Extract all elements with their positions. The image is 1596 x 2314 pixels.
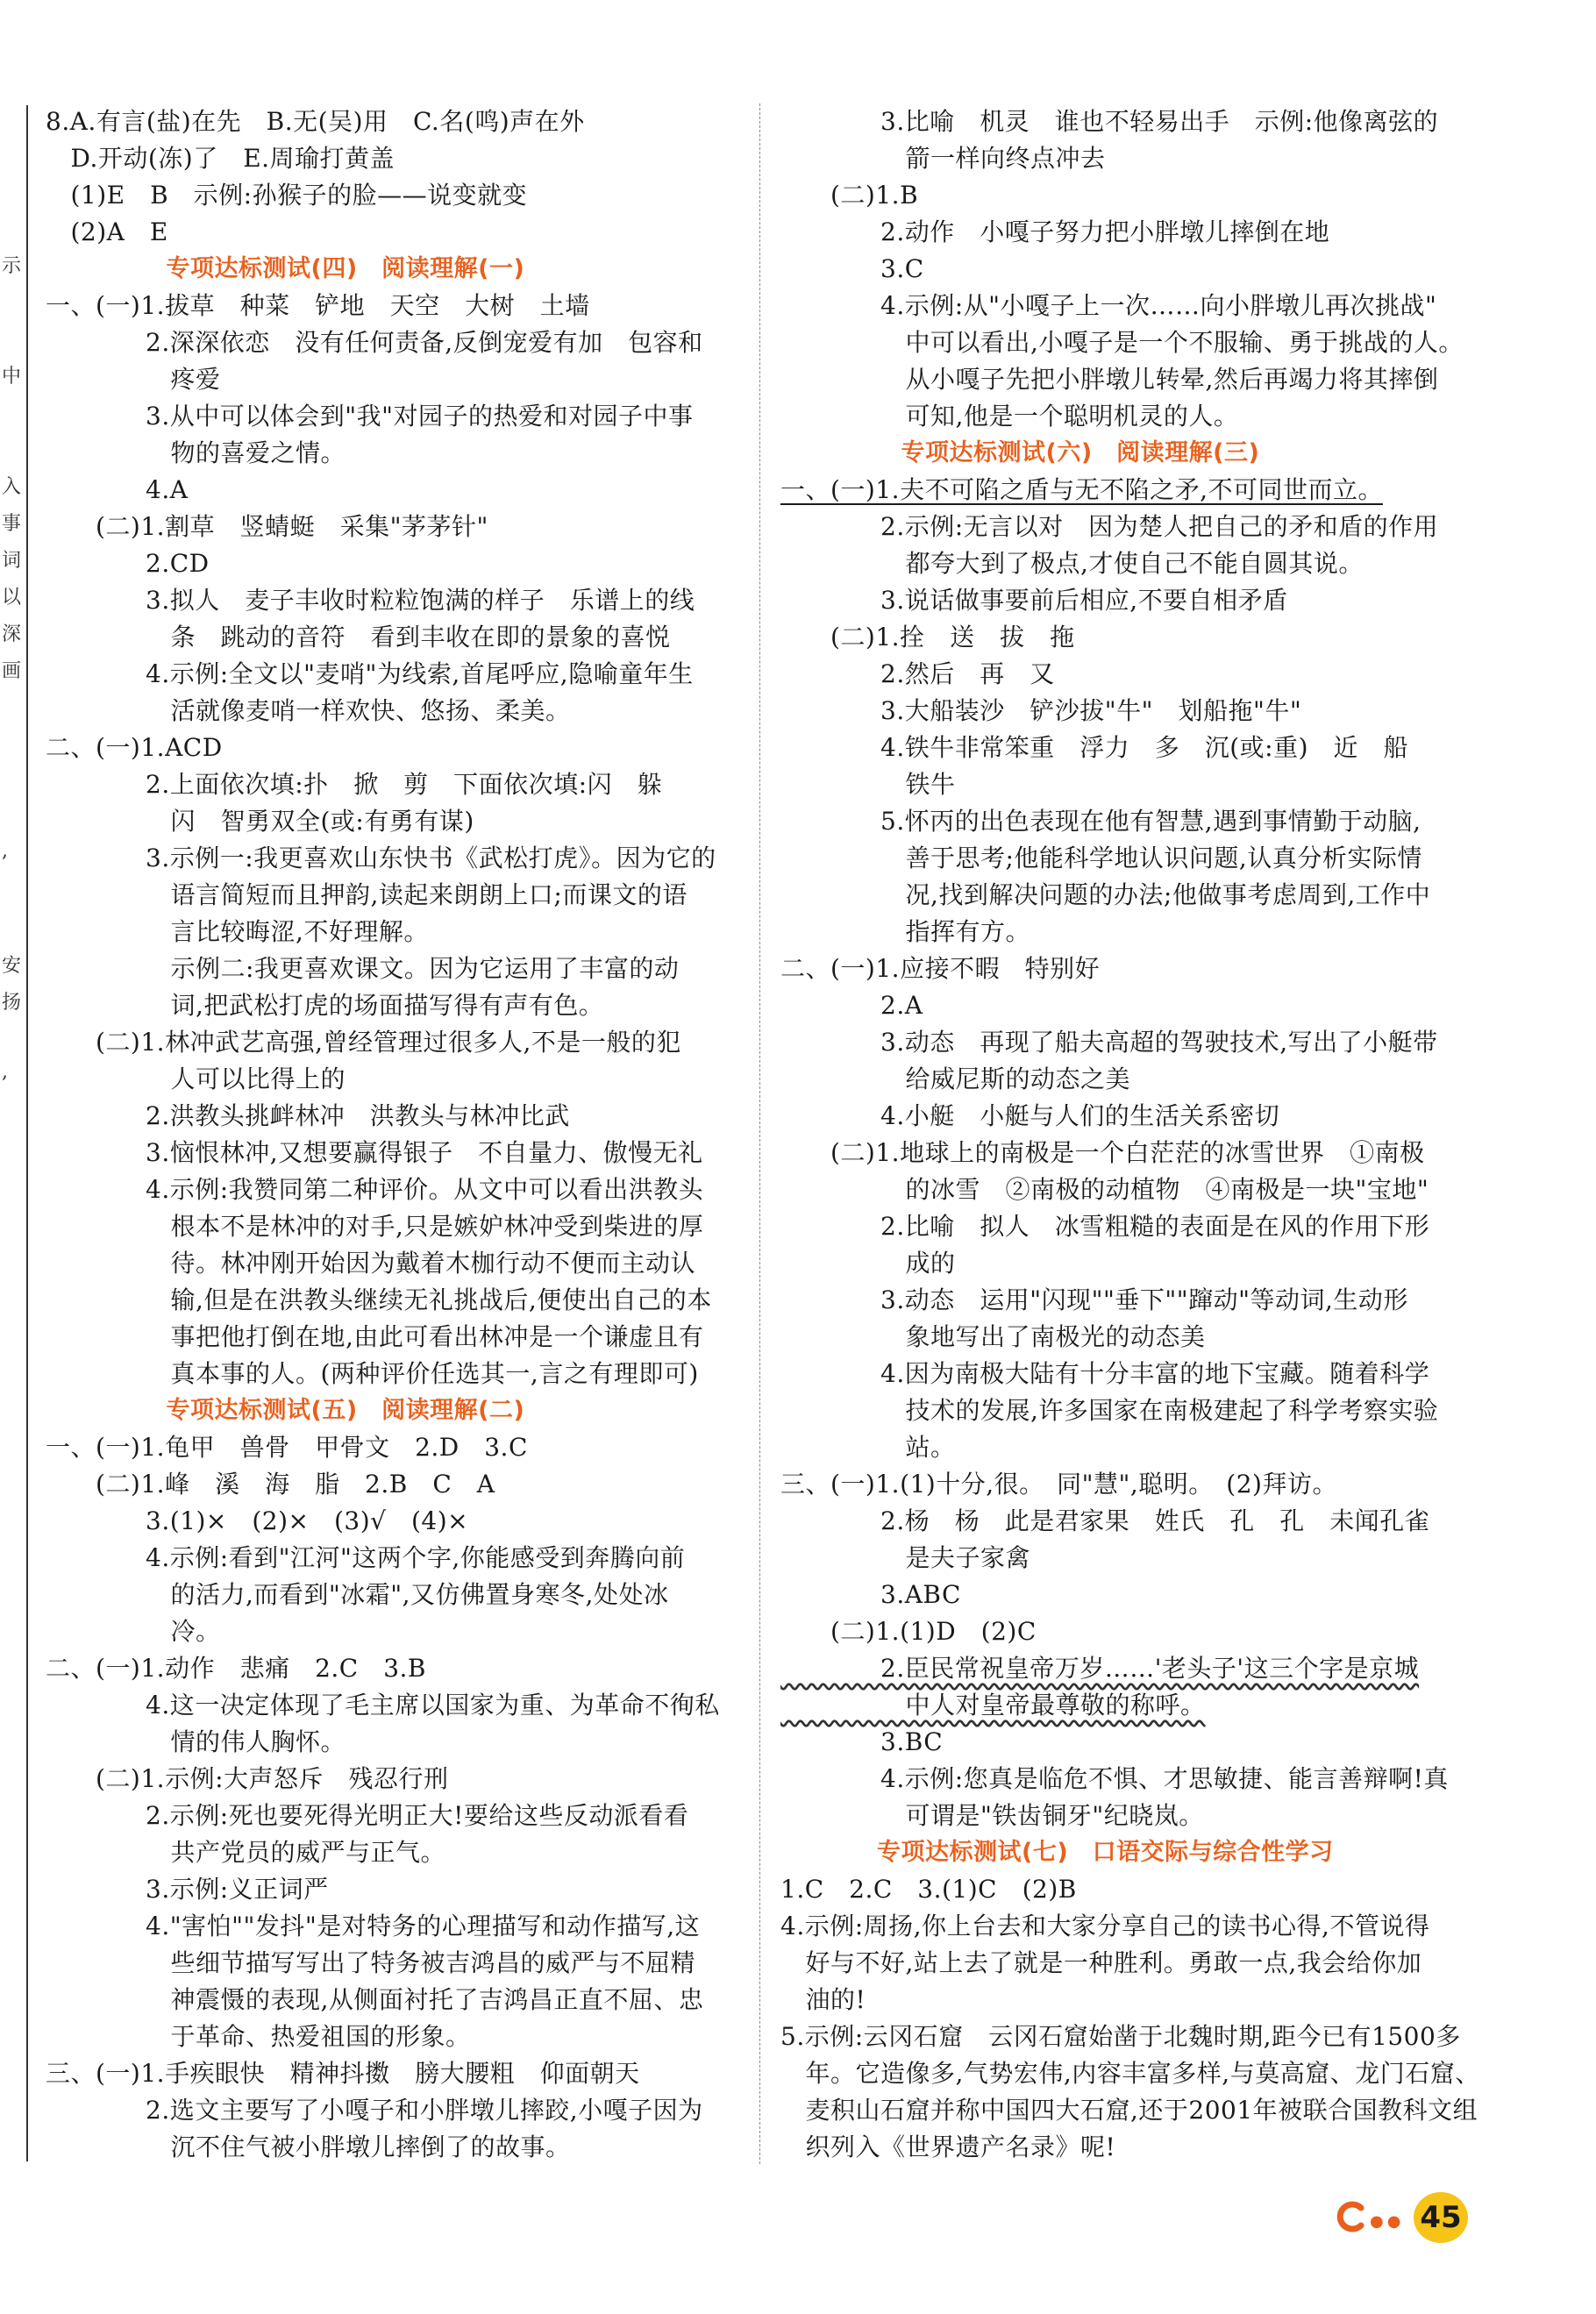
- answer-line: 2.A: [780, 991, 923, 1020]
- answer-line: 4.示例:您真是临危不惧、才思敏捷、能言善辩啊!真: [780, 1764, 1449, 1793]
- answer-line: (二)1.地球上的南极是一个白茫茫的冰雪世界 ①南极: [780, 1138, 1425, 1167]
- answer-line: 4.示例:我赞同第二种评价。从文中可以看出洪教头: [46, 1175, 704, 1204]
- answer-line: 语言简短而且押韵,读起来朗朗上口;而课文的语: [46, 880, 688, 909]
- answer-line: 3.ABC: [780, 1580, 961, 1609]
- answer-line: 4.因为南极大陆有十分丰富的地下宝藏。随着科学: [780, 1359, 1430, 1388]
- answer-line: 3.拟人 麦子丰收时粒粒饱满的样子 乐谱上的线: [46, 586, 695, 615]
- edge-fragment: 扬: [2, 992, 22, 1014]
- edge-fragment: 词: [2, 550, 22, 572]
- answer-line: (二)1.峰 溪 海 脂 2.B C A: [46, 1470, 495, 1499]
- page-number: 45: [1414, 2192, 1468, 2243]
- answer-line: 的活力,而看到"冰霜",又仿佛置身寒冬,处处冰: [46, 1580, 669, 1609]
- answer-line: 一、(一)1.夫不可陷之盾与无不陷之矛,不可同世而立。: [780, 475, 1383, 504]
- answer-line: 词,把武松打虎的场面描写得有声有色。: [46, 991, 604, 1020]
- edge-fragment: 入: [2, 476, 22, 498]
- edge-fragment: ,: [2, 1061, 8, 1083]
- publisher-logo-icon: [1333, 2199, 1368, 2234]
- answer-line: 4.示例:全文以"麦哨"为线索,首尾呼应,隐喻童年生: [46, 659, 694, 688]
- answer-line: 示例二:我更喜欢课文。因为它运用了丰富的动: [46, 954, 680, 983]
- edge-fragment: 示: [2, 255, 22, 277]
- answer-line: (二)1.林冲武艺高强,曾经管理过很多人,不是一般的犯: [46, 1028, 681, 1057]
- answer-line: 指挥有方。: [780, 917, 1031, 946]
- edge-fragment: 安: [2, 955, 22, 977]
- answer-line: 油的!: [780, 1985, 866, 2014]
- answer-line: (二)1.(1)D (2)C: [780, 1617, 1037, 1646]
- answer-line: 2.示例:死也要死得光明正大!要给这些反动派看看: [46, 1801, 689, 1830]
- section-heading: 专项达标测试(六) 阅读理解(三): [780, 439, 1260, 466]
- answer-line: 2.示例:无言以对 因为楚人把自己的矛和盾的作用: [780, 512, 1439, 541]
- answer-line: 一、(一)1.拔草 种菜 铲地 天空 大树 土墙: [46, 291, 590, 320]
- answer-line: 是夫子家禽: [780, 1543, 1031, 1572]
- answer-line: 3.示例:义正词严: [46, 1875, 329, 1904]
- answer-line: 3.从中可以体会到"我"对园子的热爱和对园子中事: [46, 402, 694, 431]
- answer-line: (2)A E: [46, 217, 168, 246]
- answer-line: 4.小艇 小艇与人们的生活关系密切: [780, 1101, 1280, 1130]
- left-column: [46, 103, 747, 2166]
- answer-line: 2.选文主要写了小嘎子和小胖墩儿摔跤,小嘎子因为: [46, 2096, 703, 2125]
- answer-line: 4."害怕""发抖"是对特务的心理描写和动作描写,这: [46, 1912, 701, 1940]
- answer-line: 言比较晦涩,不好理解。: [46, 917, 429, 946]
- answer-line: 3.大船装沙 铲沙拔"牛" 划船拖"牛": [780, 696, 1302, 725]
- answer-line: 待。林冲刚开始因为戴着木枷行动不便而主动认: [46, 1249, 696, 1278]
- column-divider: [759, 103, 760, 2164]
- right-column: [780, 103, 1482, 2166]
- answer-line: 3.动态 再现了船夫高超的驾驶技术,写出了小艇带: [780, 1028, 1438, 1057]
- answer-line: 闪 智勇双全(或:有勇有谋): [46, 807, 474, 836]
- answer-line: 5.怀丙的出色表现在他有智慧,遇到事情勤于动脑,: [780, 807, 1421, 836]
- edge-fragment: 以: [2, 587, 22, 609]
- answer-line: 三、(一)1.手疾眼快 精神抖擞 膀大腰粗 仰面朝天: [46, 2059, 640, 2088]
- answer-line: 3.(1)× (2)× (3)√ (4)×: [46, 1506, 469, 1535]
- answer-line: (1)E B 示例:孙猴子的脸——说变就变: [46, 181, 528, 210]
- answer-line: 三、(一)1.(1)十分,很。 同"慧",聪明。 (2)拜访。: [780, 1470, 1337, 1499]
- answer-line: 都夸大到了极点,才使自己不能自圆其说。: [780, 549, 1364, 578]
- answer-line: 可知,他是一个聪明机灵的人。: [780, 402, 1239, 431]
- answer-line: 一、(一)1.龟甲 兽骨 甲骨文 2.D 3.C: [46, 1433, 528, 1462]
- answer-line: 8.A.有言(盐)在先 B.无(吴)用 C.名(鸣)声在外: [46, 107, 585, 136]
- answer-line: 人可以比得上的: [46, 1064, 346, 1093]
- answer-line: 成的: [780, 1249, 956, 1278]
- answer-line: 于革命、热爱祖国的形象。: [46, 2022, 471, 2051]
- answer-line: 二、(一)1.动作 悲痛 2.C 3.B: [46, 1654, 426, 1683]
- answer-line: D.开动(冻)了 E.周瑜打黄盖: [46, 144, 395, 173]
- answer-line: 麦积山石窟并称中国四大石窟,还于2001年被联合国教科文组: [780, 2096, 1478, 2125]
- answer-line: 3.恼恨林冲,又想要赢得银子 不自量力、傲慢无礼: [46, 1138, 703, 1167]
- section-heading: 专项达标测试(七) 口语交际与综合性学习: [780, 1839, 1334, 1866]
- answer-line: 技术的发展,许多国家在南极建起了科学考察实验: [780, 1396, 1439, 1425]
- answer-line: 可谓是"铁齿铜牙"纪晓岚。: [780, 1801, 1204, 1830]
- edge-fragment: 事: [2, 513, 22, 535]
- answer-line: 好与不好,站上去了就是一种胜利。勇敢一点,我会给你加: [780, 1948, 1422, 1977]
- binding-edge-rule: [26, 105, 28, 2161]
- answer-line: 3.BC: [780, 1727, 944, 1756]
- answer-line: 4.这一决定体现了毛主席以国家为重、为革命不徇私: [46, 1691, 720, 1719]
- answer-line: 中人对皇帝最尊敬的称呼。: [780, 1691, 1206, 1719]
- answer-line: 3.示例一:我更喜欢山东快书《武松打虎》。因为它的: [46, 844, 716, 872]
- answer-line: 象地写出了南极光的动态美: [780, 1322, 1206, 1351]
- section-heading: 专项达标测试(五) 阅读理解(二): [46, 1397, 525, 1424]
- answer-line: 事把他打倒在地,由此可看出林冲是一个谦虚且有: [46, 1322, 704, 1351]
- answer-line: 2.动作 小嘎子努力把小胖墩儿摔倒在地: [780, 217, 1330, 246]
- answer-line: 2.深深依恋 没有任何责备,反倒宠爱有加 包容和: [46, 328, 703, 357]
- answer-line: 4.铁牛非常笨重 浮力 多 沉(或:重) 近 船: [780, 733, 1408, 762]
- answer-line: 2.上面依次填:扑 掀 剪 下面依次填:闪 躲: [46, 770, 663, 799]
- answer-line: 二、(一)1.应接不暇 特别好: [780, 954, 1101, 983]
- answer-line: 活就像麦哨一样欢快、悠扬、柔美。: [46, 696, 571, 725]
- answer-line: 4.示例:看到"江河"这两个字,你能感受到奔腾向前: [46, 1543, 686, 1572]
- answer-line: 站。: [780, 1433, 956, 1462]
- edge-fragment: 深: [2, 623, 22, 645]
- answer-line: 2.洪教头挑衅林冲 洪教头与林冲比武: [46, 1101, 570, 1130]
- answer-line: 况,找到解决问题的办法;他做事考虑周到,工作中: [780, 880, 1431, 909]
- answer-line: (二)1.B: [780, 181, 919, 210]
- answer-line: 织列入《世界遗产名录》呢!: [780, 2132, 1116, 2161]
- answer-line: 1.C 2.C 3.(1)C (2)B: [780, 1875, 1077, 1904]
- answer-line: 3.C: [780, 254, 924, 283]
- answer-line: 真本事的人。(两种评价任选其一,言之有理即可): [46, 1359, 699, 1388]
- answer-line: 输,但是在洪教头继续无礼挑战后,便使出自己的本: [46, 1285, 712, 1314]
- answer-line: 神震慑的表现,从侧面衬托了吉鸿昌正直不屈、忠: [46, 1985, 704, 2014]
- answer-line: 的冰雪 ②南极的动植物 ④南极是一块"宝地": [780, 1175, 1429, 1204]
- answer-line: 铁牛: [780, 770, 956, 799]
- answer-line: 3.比喻 机灵 谁也不轻易出手 示例:他像离弦的: [780, 107, 1439, 136]
- edge-fragment: 中: [2, 366, 22, 388]
- answer-line: 二、(一)1.ACD: [46, 733, 223, 762]
- answer-line: 物的喜爱之情。: [46, 438, 346, 467]
- answer-line: 2.臣民常祝皇帝万岁……'老头子'这三个字是京城: [780, 1654, 1420, 1683]
- answer-line: 3.说话做事要前后相应,不要自相矛盾: [780, 586, 1288, 615]
- answer-line: (二)1.示例:大声怒斥 残忍行刑: [46, 1764, 449, 1793]
- answer-line: (二)1.割草 竖蜻蜓 采集"茅茅针": [46, 512, 488, 541]
- answer-line: 5.示例:云冈石窟 云冈石窟始凿于北魏时期,距今已有1500多: [780, 2022, 1461, 2051]
- answer-line: 共产党员的威严与正气。: [46, 1838, 446, 1867]
- answer-line: 从小嘎子先把小胖墩儿转晕,然后再竭力将其摔倒: [780, 365, 1439, 394]
- answer-line: 4.A: [46, 475, 189, 504]
- answer-line: 4.示例:从"小嘎子上一次……向小胖墩儿再次挑战": [780, 291, 1437, 320]
- answer-line: 2.杨 杨 此是君家果 姓氏 孔 孔 未闻孔雀: [780, 1506, 1430, 1535]
- answer-line: 中可以看出,小嘎子是一个不服输、勇于挑战的人。: [780, 328, 1464, 357]
- answer-line: 箭一样向终点冲去: [780, 144, 1106, 173]
- answer-line: 2.CD: [46, 549, 210, 578]
- answer-line: 情的伟人胸怀。: [46, 1727, 346, 1756]
- page-number-badge: [1333, 2192, 1491, 2243]
- answer-line: 冷。: [46, 1617, 221, 1646]
- answer-line: 条 跳动的音符 看到丰收在即的景象的喜悦: [46, 623, 671, 651]
- answer-line: 根本不是林冲的对手,只是嫉妒林冲受到柴进的厚: [46, 1212, 704, 1241]
- answer-line: 年。它造像多,气势宏伟,内容丰富多样,与莫高窟、龙门石窟、: [780, 2059, 1480, 2088]
- dots-icon: ●●: [1370, 2212, 1405, 2231]
- answer-line: (二)1.拴 送 拔 拖: [780, 623, 1075, 651]
- answer-line: 2.然后 再 又: [780, 659, 1055, 688]
- answer-line: 疼爱: [46, 365, 221, 394]
- answer-line: 3.动态 运用"闪现""垂下""蹿动"等动词,生动形: [780, 1285, 1408, 1314]
- answer-line: 2.比喻 拟人 冰雪粗糙的表面是在风的作用下形: [780, 1212, 1430, 1241]
- section-heading: 专项达标测试(四) 阅读理解(一): [46, 255, 525, 282]
- answer-line: 4.示例:周扬,你上台去和大家分享自己的读书心得,不管说得: [780, 1912, 1430, 1940]
- answer-line: 沉不住气被小胖墩儿摔倒了的故事。: [46, 2132, 571, 2161]
- answer-line: 善于思考;他能科学地认识问题,认真分析实际情: [780, 844, 1422, 872]
- answer-line: 些细节描写写出了特务被吉鸿昌的威严与不屈精: [46, 1948, 696, 1977]
- edge-fragment: 画: [2, 660, 22, 682]
- edge-fragment: ,: [2, 840, 8, 862]
- answer-line: 给威尼斯的动态之美: [780, 1064, 1131, 1093]
